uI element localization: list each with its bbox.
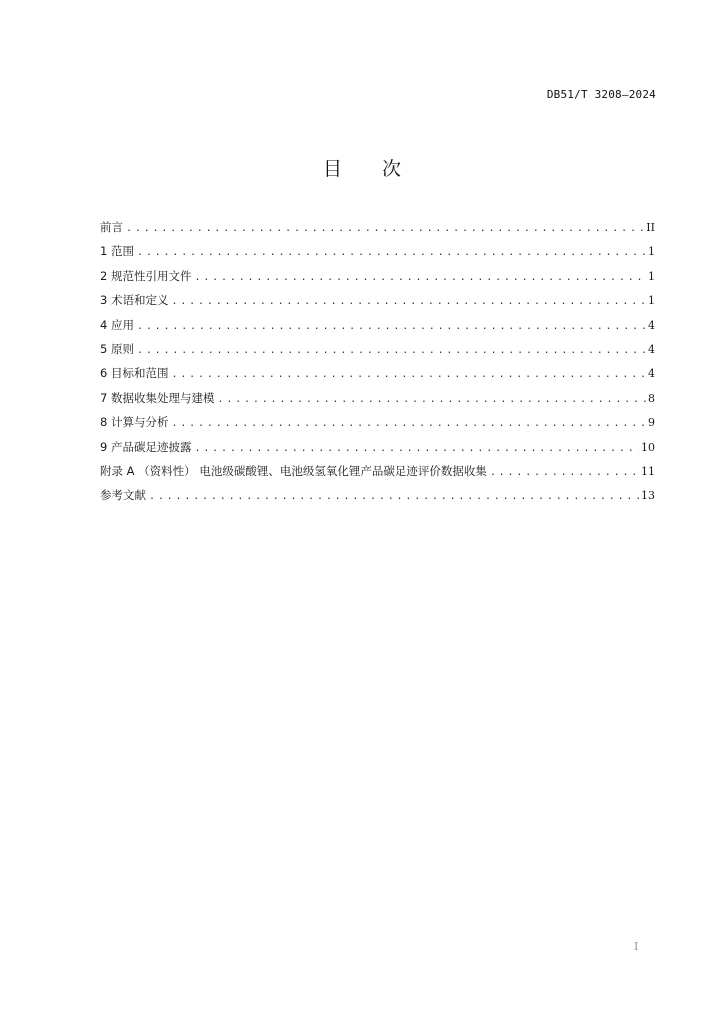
toc-entry-page: 10 bbox=[641, 440, 655, 454]
dot-leader bbox=[137, 343, 646, 359]
dot-leader bbox=[194, 270, 646, 286]
toc-entry-foreword[interactable] bbox=[100, 219, 655, 243]
toc-entry-label: 参考文献 bbox=[100, 488, 146, 503]
toc-entry-label: 1 范围 bbox=[100, 244, 134, 259]
toc-entry-page: 11 bbox=[641, 464, 655, 478]
toc-entry-normative-references[interactable] bbox=[100, 268, 655, 292]
toc-entry-label: 3 术语和定义 bbox=[100, 293, 169, 308]
document-code: DB51/T 3208—2024 bbox=[546, 88, 656, 101]
dot-leader bbox=[137, 319, 646, 335]
toc-entry-label: 附录 A （资料性） 电池级碳酸锂、电池级氢氧化锂产品碳足迹评价数据收集 bbox=[100, 463, 487, 478]
toc-entry-goal-scope[interactable] bbox=[100, 365, 655, 389]
toc-entry-scope[interactable] bbox=[100, 243, 655, 267]
toc-list bbox=[100, 219, 655, 512]
toc-entry-page: II bbox=[646, 221, 655, 234]
toc-entry-page: 1 bbox=[648, 269, 655, 283]
toc-entry-terms-definitions[interactable] bbox=[100, 292, 655, 316]
toc-entry-page: 9 bbox=[648, 416, 655, 430]
toc-entry-page: 4 bbox=[648, 367, 655, 381]
toc-entry-page: 4 bbox=[648, 342, 655, 356]
dot-leader bbox=[217, 392, 646, 408]
toc-entry-label: 前言 bbox=[100, 220, 123, 234]
dot-leader bbox=[171, 416, 646, 432]
toc-entry-label: 4 应用 bbox=[100, 317, 134, 332]
toc-title bbox=[0, 154, 724, 181]
toc-entry-label: 7 数据收集处理与建模 bbox=[100, 390, 215, 405]
toc-entry-application[interactable] bbox=[100, 317, 655, 341]
toc-entry-label: 5 原则 bbox=[100, 341, 134, 356]
toc-entry-label: 8 计算与分析 bbox=[100, 415, 169, 430]
toc-entry-calculation-analysis[interactable] bbox=[100, 414, 655, 438]
toc-entry-label: 6 目标和范围 bbox=[100, 366, 169, 381]
dot-leader bbox=[194, 441, 639, 457]
dot-leader bbox=[149, 489, 639, 505]
toc-entry-data-collection[interactable] bbox=[100, 390, 655, 414]
toc-entry-label: 2 规范性引用文件 bbox=[100, 268, 192, 283]
dot-leader bbox=[126, 221, 644, 237]
toc-entry-carbon-footprint-disclosure[interactable] bbox=[100, 439, 655, 463]
toc-entry-page: 8 bbox=[648, 391, 655, 405]
dot-leader bbox=[490, 465, 639, 481]
toc-entry-page: 13 bbox=[641, 489, 655, 503]
toc-entry-principles[interactable] bbox=[100, 341, 655, 365]
toc-entry-page: 4 bbox=[648, 318, 655, 332]
toc-entry-appendix-a[interactable] bbox=[100, 463, 655, 487]
page-number: I bbox=[634, 940, 639, 953]
dot-leader bbox=[171, 367, 646, 383]
toc-entry-bibliography[interactable] bbox=[100, 487, 655, 511]
dot-leader bbox=[137, 245, 646, 261]
toc-entry-label: 9 产品碳足迹披露 bbox=[100, 439, 192, 454]
toc-title-char-1: 目 bbox=[322, 158, 342, 180]
toc-entry-page: 1 bbox=[648, 245, 655, 259]
toc-entry-page: 1 bbox=[648, 294, 655, 308]
dot-leader bbox=[171, 294, 646, 310]
toc-title-char-2: 次 bbox=[382, 158, 402, 180]
